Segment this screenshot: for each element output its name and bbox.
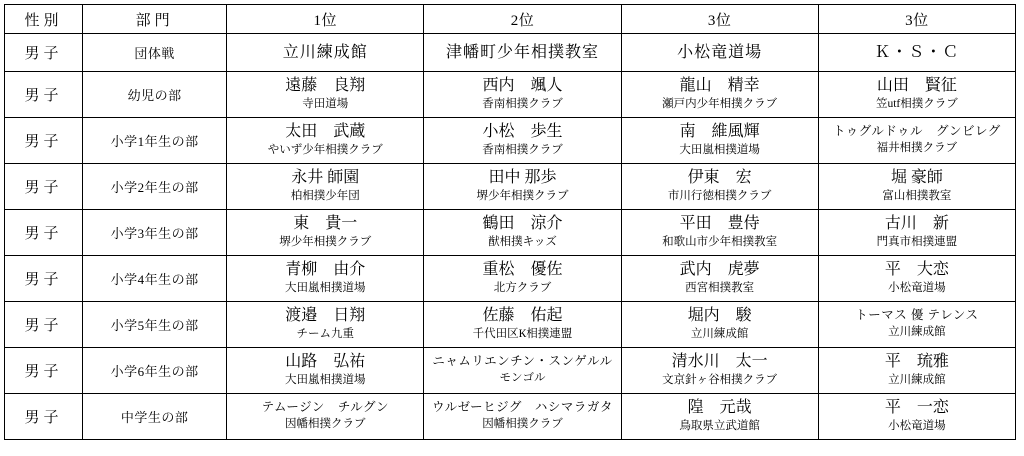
cell-place-4 (818, 72, 1015, 118)
cell-place-2 (424, 72, 621, 118)
competitor-club: やいず少年相撲クラブ (267, 144, 383, 157)
competitor-name: 太田 武蔵 (285, 123, 366, 141)
cell-place-1 (227, 302, 424, 348)
cell-place-3 (621, 394, 818, 440)
competitor-name: 西内 颯人 (482, 77, 563, 95)
cell-division: 小学2年生の部 (83, 164, 227, 210)
competitor-club: 福井相撲クラブ (876, 142, 958, 155)
competitor-name: 遠藤 良翔 (285, 77, 366, 95)
cell-place-1 (227, 34, 424, 72)
competitor-name: 小松 歩生 (482, 123, 563, 141)
cell-division: 小学5年生の部 (83, 302, 227, 348)
cell-place-1 (227, 164, 424, 210)
competitor-club: 千代田区К相撲連盟 (472, 328, 573, 341)
competitor-name: ウルゼーヒジグ ハシマラガタ (432, 400, 613, 415)
cell-place-3 (621, 256, 818, 302)
cell-division: 小学3年生の部 (83, 210, 227, 256)
competitor-club: 瀬戸内少年相撲クラブ (662, 98, 778, 111)
cell-place-4 (818, 302, 1015, 348)
cell-place-2 (424, 164, 621, 210)
competitor-name: 隍 元哉 (687, 399, 752, 417)
competitor-name: 平 琉雅 (884, 353, 949, 371)
team-name: 小松竜道場 (677, 43, 763, 61)
competitor-club: 門真市相撲連盟 (876, 236, 958, 249)
competitor-club: 西宮相撲教室 (685, 282, 755, 295)
table-row (5, 118, 1016, 164)
table-row (5, 210, 1016, 256)
cell-division: 幼児の部 (83, 72, 227, 118)
cell-gender: 男子 (5, 348, 83, 394)
cell-place-2 (424, 118, 621, 164)
cell-place-4 (818, 348, 1015, 394)
cell-place-4 (818, 34, 1015, 72)
competitor-club: 笠utf相撲クラブ (875, 98, 958, 111)
competitor-name: 平田 豊侍 (679, 215, 760, 233)
table-row (5, 164, 1016, 210)
cell-gender: 男子 (5, 164, 83, 210)
competitor-club: 和歌山市少年相撲教室 (662, 236, 778, 249)
table-row (5, 256, 1016, 302)
competitor-club: 小松竜道場 (888, 282, 946, 295)
cell-place-3 (621, 210, 818, 256)
competitor-club: 堺少年相撲クラブ (279, 236, 372, 249)
competitor-club: 文京針ヶ谷相撲クラブ (662, 374, 778, 387)
cell-place-3 (621, 348, 818, 394)
competitor-name: 永井 師園 (291, 169, 360, 187)
competitor-name: トゥグルドゥル グンビレグ (833, 124, 1001, 139)
competitor-name: トーマス 優 テレンス (855, 308, 979, 323)
competitor-name: 重松 優佐 (482, 261, 563, 279)
table-row (5, 394, 1016, 440)
cell-place-1 (227, 348, 424, 394)
cell-place-1 (227, 394, 424, 440)
competitor-name: 鶴田 涼介 (482, 215, 563, 233)
competitor-name: 佐藤 佑起 (482, 307, 563, 325)
competitor-club: 香南相撲クラブ (482, 144, 563, 157)
competitor-club: チーム九重 (296, 328, 355, 341)
competitor-club: 因幡相撲クラブ (482, 418, 563, 431)
competitor-name: 龍山 精幸 (679, 77, 760, 95)
competitor-name: 堀 豪師 (890, 169, 943, 187)
cell-place-2 (424, 210, 621, 256)
competitor-name: 山田 賢征 (876, 77, 957, 95)
competitor-name: 平 大恋 (884, 261, 949, 279)
competitor-club: 大田嵐相撲道場 (679, 144, 760, 157)
competitor-club: 大田嵐相撲道場 (285, 374, 366, 387)
cell-place-3 (621, 34, 818, 72)
table-row (5, 72, 1016, 118)
cell-place-1 (227, 72, 424, 118)
table-body (5, 34, 1016, 440)
competitor-club: 立川練成館 (888, 374, 946, 387)
cell-place-2 (424, 394, 621, 440)
table-row (5, 34, 1016, 72)
cell-place-3 (621, 118, 818, 164)
cell-division: 中学生の部 (83, 394, 227, 440)
competitor-name: 山路 弘祐 (285, 353, 366, 371)
cell-place-2 (424, 348, 621, 394)
cell-place-2 (424, 256, 621, 302)
table-row (5, 348, 1016, 394)
cell-place-1 (227, 118, 424, 164)
competitor-name: 古川 新 (884, 215, 949, 233)
column-header-rank-2: 2位 (424, 5, 621, 34)
cell-division: 団体戦 (83, 34, 227, 72)
cell-gender: 男子 (5, 210, 83, 256)
cell-place-1 (227, 210, 424, 256)
competitor-club: 鳥取県立武道館 (679, 420, 760, 433)
competitor-club: 柏相撲少年団 (290, 190, 360, 203)
competitor-club: 北方クラブ (493, 282, 552, 295)
team-name: 津幡町少年相撲教室 (445, 43, 599, 61)
team-name: 立川練成館 (282, 43, 368, 61)
competitor-club: 因幡相撲クラブ (285, 418, 366, 431)
competitor-club: 寺田道場 (302, 98, 349, 111)
competitor-name: 青柳 由介 (285, 261, 366, 279)
competitor-club: 立川練成館 (690, 328, 749, 341)
competitor-club: 小松竜道場 (888, 420, 946, 433)
cell-place-3 (621, 164, 818, 210)
competitor-name: 清水川 太一 (671, 353, 768, 371)
cell-place-1 (227, 256, 424, 302)
cell-gender: 男子 (5, 394, 83, 440)
column-header-rank-1: 1位 (227, 5, 424, 34)
competitor-name: 伊東 宏 (687, 169, 752, 187)
competitor-name: 平 一恋 (884, 399, 949, 417)
team-name: Ｋ・Ｓ・Ｃ (874, 43, 960, 61)
cell-place-4 (818, 394, 1015, 440)
cell-place-2 (424, 34, 621, 72)
competitor-club: 大田嵐相撲道場 (285, 282, 366, 295)
competitor-club: 堺少年相撲クラブ (476, 190, 569, 203)
table-header (5, 5, 1016, 34)
column-header-gender: 性別 (5, 5, 83, 34)
column-header-rank-3b: 3位 (818, 5, 1015, 34)
competitor-club: 猷相撲キッズ (488, 236, 557, 249)
competitor-club: 立川練成館 (888, 326, 946, 339)
header-row (5, 5, 1016, 34)
competitor-name: 東 貴一 (293, 215, 358, 233)
competitor-name: 田中 那歩 (488, 169, 557, 187)
cell-place-3 (621, 302, 818, 348)
competitor-club: 香南相撲クラブ (482, 98, 563, 111)
cell-place-4 (818, 256, 1015, 302)
tournament-results-table (4, 4, 1016, 440)
cell-place-4 (818, 164, 1015, 210)
competitor-name: 渡邉 日翔 (285, 307, 366, 325)
cell-gender: 男子 (5, 302, 83, 348)
cell-gender: 男子 (5, 256, 83, 302)
column-header-division: 部門 (83, 5, 227, 34)
competitor-club: モンゴル (499, 372, 546, 385)
competitor-name: 堀内 駿 (687, 307, 752, 325)
cell-division: 小学1年生の部 (83, 118, 227, 164)
competitor-name: テムージン チルグン (261, 400, 389, 415)
cell-place-4 (818, 210, 1015, 256)
cell-division: 小学4年生の部 (83, 256, 227, 302)
table-row (5, 302, 1016, 348)
column-header-rank-3a: 3位 (621, 5, 818, 34)
competitor-name: 南 維風輝 (679, 123, 760, 141)
cell-gender: 男子 (5, 34, 83, 72)
cell-gender: 男子 (5, 118, 83, 164)
competitor-name: ニャムリエンチン・スンゲルル (432, 354, 613, 369)
cell-place-4 (818, 118, 1015, 164)
cell-place-2 (424, 302, 621, 348)
cell-division: 小学6年生の部 (83, 348, 227, 394)
competitor-club: 市川行徳相撲クラブ (667, 190, 772, 203)
cell-place-3 (621, 72, 818, 118)
competitor-club: 富山相撲教室 (882, 190, 952, 203)
cell-gender: 男子 (5, 72, 83, 118)
competitor-name: 武内 虎夢 (679, 261, 760, 279)
